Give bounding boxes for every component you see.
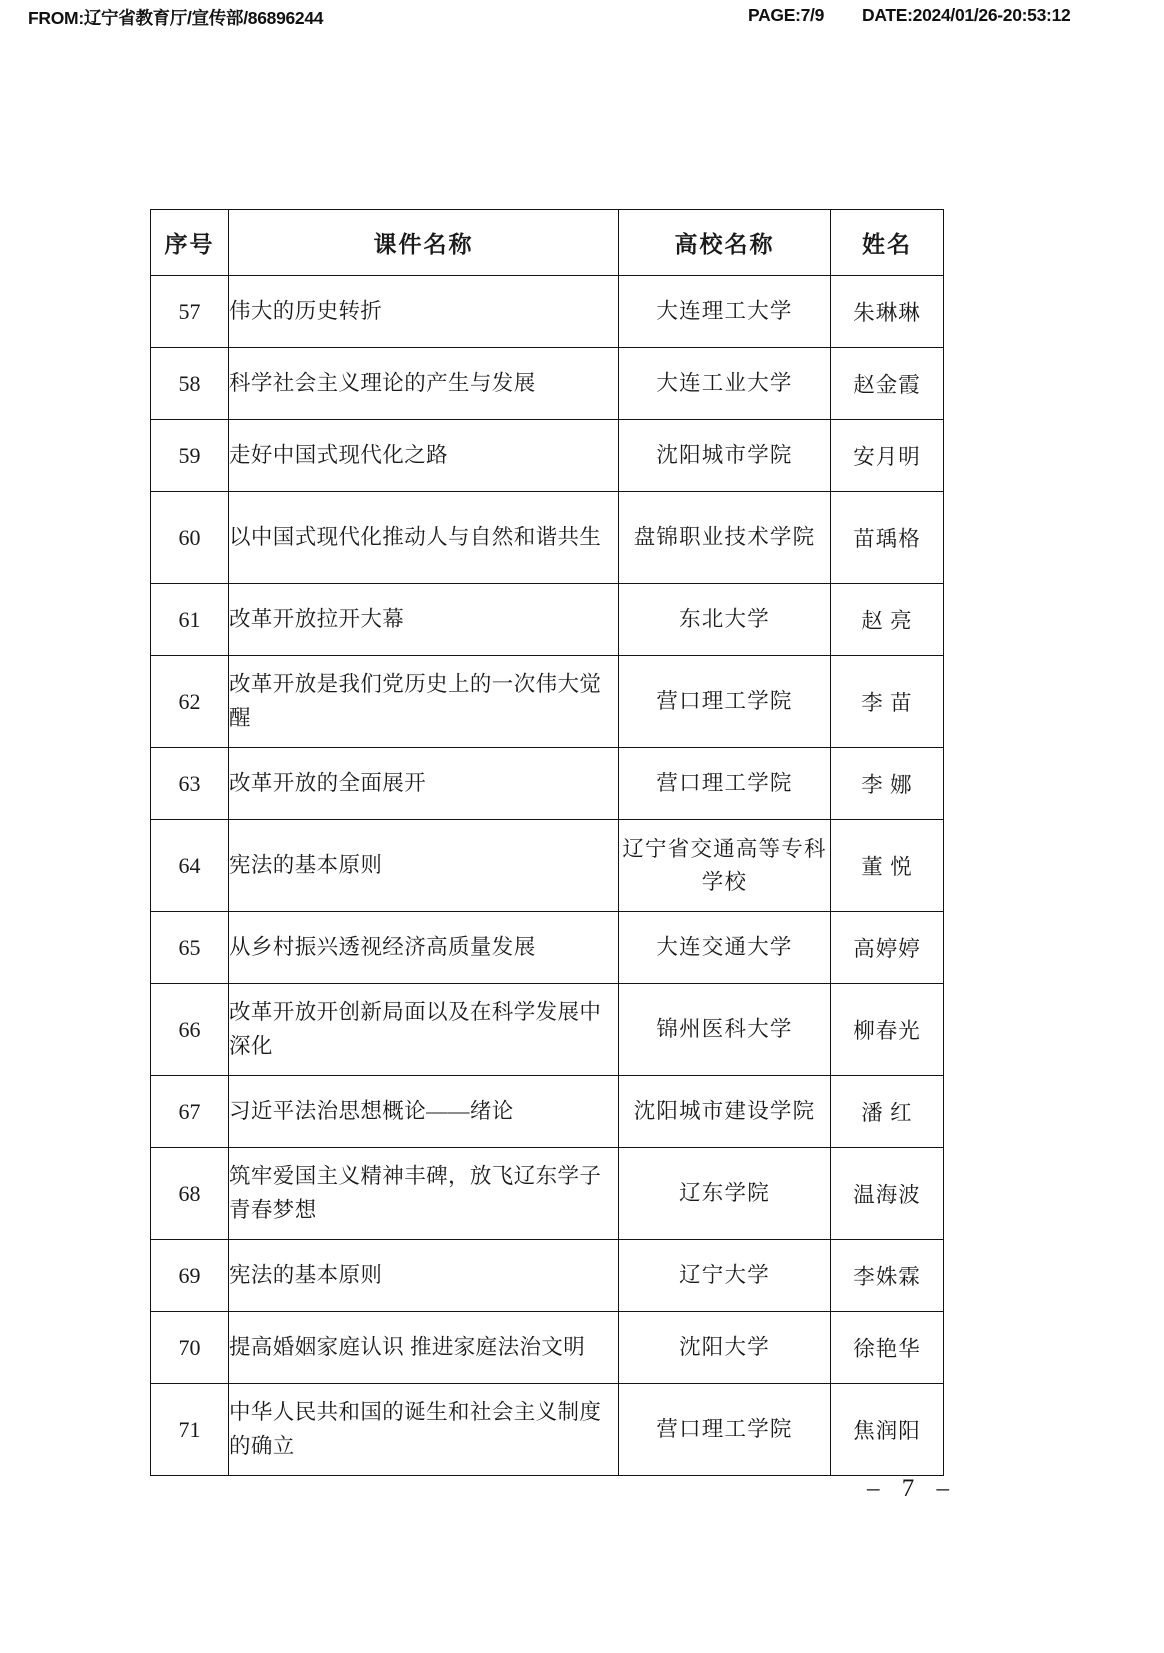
column-header-university: 高校名称	[619, 210, 831, 276]
cell-index: 66	[151, 984, 229, 1076]
cell-index: 63	[151, 748, 229, 820]
cell-university: 辽宁大学	[619, 1240, 831, 1312]
table-row	[151, 748, 944, 820]
cell-university: 辽宁省交通高等专科学校	[619, 820, 831, 912]
cell-university: 营口理工学院	[619, 748, 831, 820]
table-row	[151, 1312, 944, 1384]
cell-name: 赵金霞	[831, 348, 944, 420]
table-row	[151, 984, 944, 1076]
cell-name: 朱琳琳	[831, 276, 944, 348]
cell-name: 李姝霖	[831, 1240, 944, 1312]
cell-title: 科学社会主义理论的产生与发展	[229, 348, 619, 420]
cell-index: 65	[151, 912, 229, 984]
fax-from-text: FROM:辽宁省教育厅/宣传部/86896244	[28, 8, 324, 28]
cell-university: 沈阳大学	[619, 1312, 831, 1384]
cell-name: 李 娜	[831, 748, 944, 820]
cell-title: 提高婚姻家庭认识 推进家庭法治文明	[229, 1312, 619, 1384]
cell-index: 59	[151, 420, 229, 492]
cell-index: 67	[151, 1076, 229, 1148]
fax-page-text: PAGE:7/9	[748, 5, 825, 25]
cell-index: 68	[151, 1148, 229, 1240]
cell-index: 64	[151, 820, 229, 912]
cell-name: 焦润阳	[831, 1384, 944, 1476]
cell-name: 安月明	[831, 420, 944, 492]
page-number	[0, 1475, 1164, 1503]
cell-university: 大连理工大学	[619, 276, 831, 348]
courseware-table	[150, 209, 944, 1476]
cell-name: 徐艳华	[831, 1312, 944, 1384]
table-row	[151, 420, 944, 492]
cell-index: 61	[151, 584, 229, 656]
column-header-index: 序号	[151, 210, 229, 276]
cell-name: 温海波	[831, 1148, 944, 1240]
cell-title: 以中国式现代化推动人与自然和谐共生	[229, 492, 619, 584]
cell-university: 沈阳城市学院	[619, 420, 831, 492]
cell-title: 伟大的历史转折	[229, 276, 619, 348]
table-row	[151, 1148, 944, 1240]
cell-university: 营口理工学院	[619, 1384, 831, 1476]
cell-index: 70	[151, 1312, 229, 1384]
cell-name: 潘 红	[831, 1076, 944, 1148]
cell-university: 锦州医科大学	[619, 984, 831, 1076]
cell-name: 李 苗	[831, 656, 944, 748]
table-row	[151, 492, 944, 584]
cell-index: 58	[151, 348, 229, 420]
table-row	[151, 820, 944, 912]
fax-header	[0, 0, 1164, 40]
cell-title: 改革开放开创新局面以及在科学发展中深化	[229, 984, 619, 1076]
cell-index: 71	[151, 1384, 229, 1476]
cell-university: 沈阳城市建设学院	[619, 1076, 831, 1148]
cell-university: 大连交通大学	[619, 912, 831, 984]
table-row	[151, 1384, 944, 1476]
column-header-title: 课件名称	[229, 210, 619, 276]
cell-index: 60	[151, 492, 229, 584]
cell-name: 董 悦	[831, 820, 944, 912]
courseware-table-container	[150, 209, 943, 1476]
cell-title: 改革开放是我们党历史上的一次伟大觉醒	[229, 656, 619, 748]
page-number-text: – 7 –	[867, 1475, 957, 1502]
table-row	[151, 656, 944, 748]
table-row	[151, 276, 944, 348]
table-row	[151, 584, 944, 656]
cell-name: 柳春光	[831, 984, 944, 1076]
cell-index: 62	[151, 656, 229, 748]
cell-title: 宪法的基本原则	[229, 1240, 619, 1312]
table-header-row	[151, 210, 944, 276]
fax-date-text: DATE:2024/01/26-20:53:12	[862, 5, 1071, 25]
cell-university: 大连工业大学	[619, 348, 831, 420]
cell-title: 改革开放拉开大幕	[229, 584, 619, 656]
cell-university: 盘锦职业技术学院	[619, 492, 831, 584]
table-row	[151, 1076, 944, 1148]
cell-name: 苗瑀格	[831, 492, 944, 584]
cell-index: 57	[151, 276, 229, 348]
column-header-name: 姓名	[831, 210, 944, 276]
table-row	[151, 348, 944, 420]
cell-name: 赵 亮	[831, 584, 944, 656]
cell-university: 东北大学	[619, 584, 831, 656]
cell-title: 改革开放的全面展开	[229, 748, 619, 820]
cell-university: 营口理工学院	[619, 656, 831, 748]
table-row	[151, 1240, 944, 1312]
cell-title: 走好中国式现代化之路	[229, 420, 619, 492]
cell-title: 中华人民共和国的诞生和社会主义制度的确立	[229, 1384, 619, 1476]
cell-index: 69	[151, 1240, 229, 1312]
cell-title: 习近平法治思想概论——绪论	[229, 1076, 619, 1148]
cell-title: 筑牢爱国主义精神丰碑，放飞辽东学子青春梦想	[229, 1148, 619, 1240]
table-row	[151, 912, 944, 984]
cell-university: 辽东学院	[619, 1148, 831, 1240]
cell-title: 宪法的基本原则	[229, 820, 619, 912]
cell-name: 高婷婷	[831, 912, 944, 984]
cell-title: 从乡村振兴透视经济高质量发展	[229, 912, 619, 984]
